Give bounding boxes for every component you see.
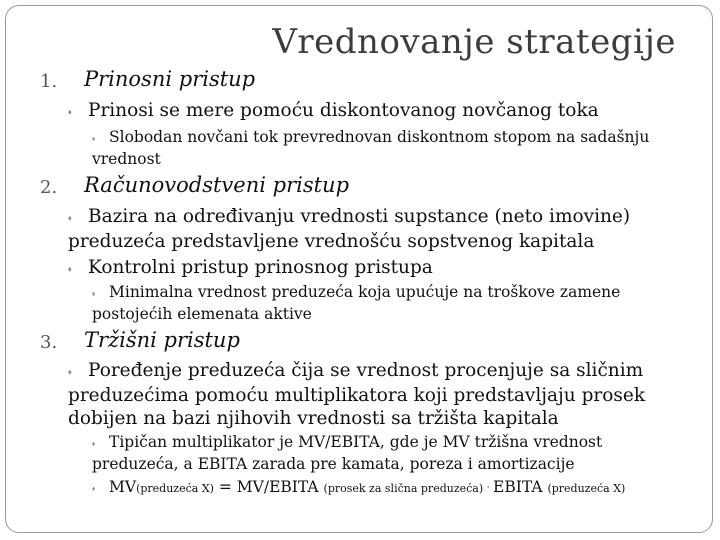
bullet-icon: ⬪ [92, 482, 96, 495]
bullet-text: Kontrolni pristup prinosnog pristupa [88, 257, 433, 278]
sub-bullet-text: Slobodan novčani tok prevrednovan diskontnom stopom na sadašnju vrednost [92, 128, 650, 168]
bullet-text: Poređenje preduzeća čija se vrednost procenjuje sa sličnim preduzećima pomoću multiplikatora koji predstavljaju prosek dobijen na bazi njihovih vrednosti sa tržišta kapitala [68, 360, 646, 429]
sub-bullet-item [92, 127, 667, 169]
bullet-icon: ⬪ [68, 365, 72, 380]
section-heading: Prinosni pristup [84, 67, 256, 91]
bullet-text: Bazira na određivanju vrednosti supstance (neto imovine) preduzeća predstavljene vrednošću sopstvenog kapitala [68, 206, 631, 252]
sub-bullet-item [92, 282, 652, 324]
bullet-item [68, 99, 693, 124]
sub-bullet-text: Tipičan multiplikator je MV/EBITA, gde je MV tržišna vrednost preduzeća, a EBITA zarada pre kamata, poreza i amortizacije [92, 433, 603, 473]
bullet-text: Prinosi se mere pomoću diskontovanog novčanog toka [88, 100, 599, 121]
formula-subscript: (prosek za slična preduzeća) [323, 482, 484, 495]
bullet-icon: ⬪ [92, 132, 96, 145]
formula-part: MV [109, 478, 137, 496]
slide-title: Vrednovanje strategije [272, 22, 676, 62]
section-number: 1. [40, 71, 58, 92]
formula-part: ּ EBITA [483, 478, 548, 496]
bullet-icon: ⬪ [68, 211, 72, 226]
formula-subscript: (preduzeća X) [136, 482, 214, 495]
section-number: 3. [40, 332, 58, 353]
bullet-item [68, 205, 658, 253]
section-heading: Tržišni pristup [84, 328, 240, 352]
bullet-icon: ⬪ [92, 437, 96, 450]
section-heading: Računovodstveni pristup [84, 173, 350, 197]
bullet-icon: ⬪ [68, 105, 72, 120]
formula-subscript: (preduzeća X) [547, 482, 626, 495]
sub-bullet-item [92, 432, 652, 474]
formula-line [92, 477, 692, 499]
bullet-item [68, 359, 660, 430]
bullet-icon: ⬪ [92, 287, 96, 300]
bullet-item [68, 256, 693, 281]
bullet-icon: ⬪ [68, 262, 72, 277]
section-number: 2. [40, 177, 58, 198]
sub-bullet-text: Minimalna vrednost preduzeća koja upućuje na troškove zamene postojećih elemenata aktive [92, 283, 621, 323]
formula-part: = MV/EBITA [213, 478, 324, 496]
